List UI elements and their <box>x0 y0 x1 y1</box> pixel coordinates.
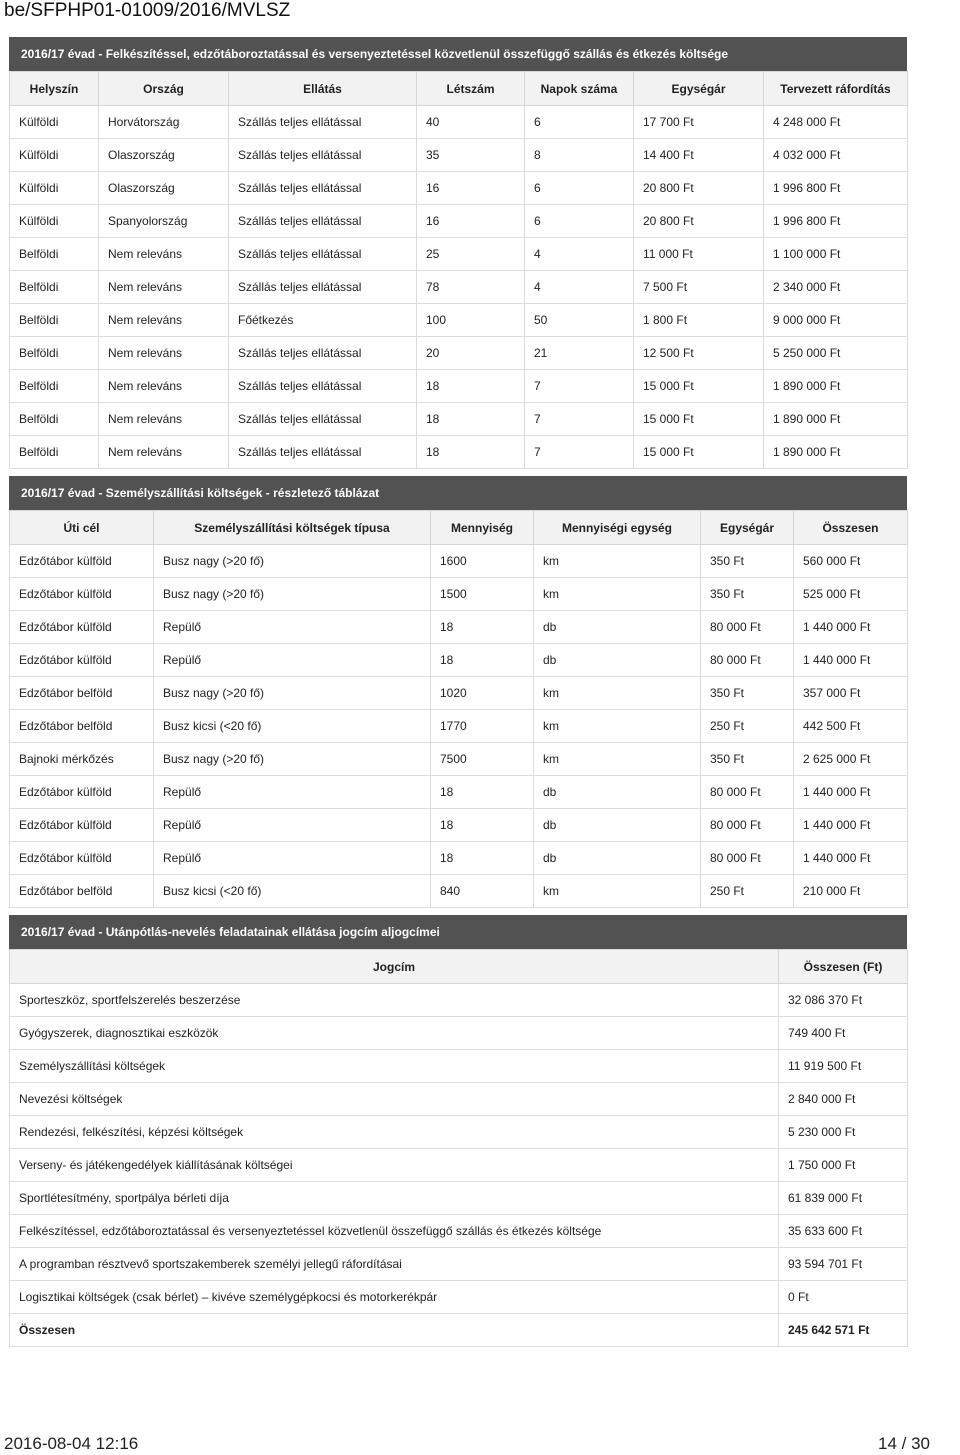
column-header: Létszám <box>417 72 525 106</box>
transport-table <box>9 510 908 908</box>
table-cell: 18 <box>431 809 534 842</box>
table-cell: km <box>534 743 701 776</box>
accommodation-table <box>9 71 908 469</box>
table-cell: 840 <box>431 875 534 908</box>
table-cell: 525 000 Ft <box>794 578 908 611</box>
table-cell: 35 <box>417 139 525 172</box>
table-cell: 1 440 000 Ft <box>794 644 908 677</box>
table-cell: 5 230 000 Ft <box>779 1116 908 1149</box>
table-cell: 1 996 800 Ft <box>764 172 908 205</box>
summary-section <box>9 915 907 1347</box>
table-row <box>10 139 908 172</box>
table-cell: 20 800 Ft <box>634 172 764 205</box>
table-cell: 18 <box>417 436 525 469</box>
table-cell: Főétkezés <box>229 304 417 337</box>
table-cell: 350 Ft <box>701 743 794 776</box>
table-cell: Olaszország <box>99 172 229 205</box>
table-cell: 11 919 500 Ft <box>779 1050 908 1083</box>
table-row <box>10 238 908 271</box>
table-cell: Összesen <box>10 1314 779 1347</box>
table-cell: Nem releváns <box>99 337 229 370</box>
table-cell: Külföldi <box>10 205 99 238</box>
table-cell: 1 996 800 Ft <box>764 205 908 238</box>
table-cell: 4 <box>525 271 634 304</box>
table-cell: Busz nagy (>20 fő) <box>154 578 431 611</box>
table-row <box>10 1248 908 1281</box>
table-cell: 442 500 Ft <box>794 710 908 743</box>
table-cell: 15 000 Ft <box>634 436 764 469</box>
table-cell: Szállás teljes ellátással <box>229 436 417 469</box>
table-row <box>10 611 908 644</box>
table-cell: Repülő <box>154 842 431 875</box>
table-cell: Rendezési, felkészítési, képzési költségek <box>10 1116 779 1149</box>
column-header: Egységár <box>634 72 764 106</box>
table-cell: Nem releváns <box>99 271 229 304</box>
table-cell: db <box>534 776 701 809</box>
column-header: Mennyiségi egység <box>534 511 701 545</box>
column-header: Egységár <box>701 511 794 545</box>
table-cell: Belföldi <box>10 370 99 403</box>
table-cell: 0 Ft <box>779 1281 908 1314</box>
table-cell: 1600 <box>431 545 534 578</box>
accommodation-body <box>10 106 908 469</box>
table-cell: 560 000 Ft <box>794 545 908 578</box>
table-cell: 2 340 000 Ft <box>764 271 908 304</box>
table-row <box>10 1215 908 1248</box>
table-row <box>10 644 908 677</box>
table-cell: 21 <box>525 337 634 370</box>
table-cell: 2 625 000 Ft <box>794 743 908 776</box>
table-cell: 32 086 370 Ft <box>779 984 908 1017</box>
table-cell: 7 <box>525 436 634 469</box>
table-cell: 80 000 Ft <box>701 644 794 677</box>
column-header: Helyszín <box>10 72 99 106</box>
table-cell: 1770 <box>431 710 534 743</box>
summary-body <box>10 984 908 1347</box>
summary-header-row <box>10 950 908 984</box>
table-cell: 250 Ft <box>701 710 794 743</box>
transport-header-row <box>10 511 908 545</box>
table-cell: Szállás teljes ellátással <box>229 370 417 403</box>
table-cell: Felkészítéssel, edzőtáboroztatással és versenyeztetéssel közvetlenül összefüggő szállás és étkezés költsége <box>10 1215 779 1248</box>
table-row <box>10 710 908 743</box>
table-row <box>10 1050 908 1083</box>
table-cell: Belföldi <box>10 304 99 337</box>
table-cell: Edzőtábor belföld <box>10 677 154 710</box>
table-cell: Szállás teljes ellátással <box>229 238 417 271</box>
table-cell: Külföldi <box>10 172 99 205</box>
table-row <box>10 578 908 611</box>
table-cell: db <box>534 809 701 842</box>
table-row <box>10 875 908 908</box>
column-header: Ország <box>99 72 229 106</box>
table-cell: 15 000 Ft <box>634 403 764 436</box>
table-row <box>10 403 908 436</box>
transport-section <box>9 476 907 908</box>
table-cell: 2 840 000 Ft <box>779 1083 908 1116</box>
table-cell: Szállás teljes ellátással <box>229 271 417 304</box>
table-cell: Szállás teljes ellátással <box>229 172 417 205</box>
table-cell: 1 440 000 Ft <box>794 776 908 809</box>
table-cell: 4 032 000 Ft <box>764 139 908 172</box>
table-row <box>10 1083 908 1116</box>
table-cell: Verseny- és játékengedélyek kiállításának költségei <box>10 1149 779 1182</box>
table-row <box>10 436 908 469</box>
table-cell: Nem releváns <box>99 238 229 271</box>
summary-title: 2016/17 évad - Utánpótlás-nevelés feladatainak ellátása jogcím aljogcímei <box>9 915 907 949</box>
table-cell: 18 <box>431 776 534 809</box>
table-cell: 80 000 Ft <box>701 776 794 809</box>
table-cell: Belföldi <box>10 337 99 370</box>
table-cell: 1 890 000 Ft <box>764 370 908 403</box>
table-cell: 1 440 000 Ft <box>794 809 908 842</box>
table-cell: 1 750 000 Ft <box>779 1149 908 1182</box>
table-cell: Edzőtábor külföld <box>10 578 154 611</box>
table-row <box>10 172 908 205</box>
table-cell: km <box>534 545 701 578</box>
table-cell: Nem releváns <box>99 403 229 436</box>
column-header: Ellátás <box>229 72 417 106</box>
column-header: Személyszállítási költségek típusa <box>154 511 431 545</box>
table-cell: 350 Ft <box>701 545 794 578</box>
footer-timestamp: 2016-08-04 12:16 <box>4 1434 139 1453</box>
table-cell: 25 <box>417 238 525 271</box>
table-cell: 35 633 600 Ft <box>779 1215 908 1248</box>
table-cell: 40 <box>417 106 525 139</box>
table-cell: db <box>534 842 701 875</box>
table-cell: 18 <box>417 370 525 403</box>
table-cell: 6 <box>525 106 634 139</box>
table-cell: 350 Ft <box>701 578 794 611</box>
table-cell: Olaszország <box>99 139 229 172</box>
table-cell: 749 400 Ft <box>779 1017 908 1050</box>
table-cell: Szállás teljes ellátással <box>229 139 417 172</box>
table-cell: Spanyolország <box>99 205 229 238</box>
table-cell: 1020 <box>431 677 534 710</box>
table-cell: Sporteszköz, sportfelszerelés beszerzése <box>10 984 779 1017</box>
table-cell: A programban résztvevő sportszakemberek személyi jellegű ráfordításai <box>10 1248 779 1281</box>
table-cell: 100 <box>417 304 525 337</box>
table-cell: Sportlétesítmény, sportpálya bérleti díja <box>10 1182 779 1215</box>
table-cell: 20 <box>417 337 525 370</box>
table-cell: Busz nagy (>20 fő) <box>154 545 431 578</box>
table-cell: 1 440 000 Ft <box>794 611 908 644</box>
accommodation-section <box>9 37 907 469</box>
document-id: be/SFPHP01-01009/2016/MVLSZ <box>4 0 291 21</box>
table-cell: Szállás teljes ellátással <box>229 106 417 139</box>
table-cell: 1500 <box>431 578 534 611</box>
table-cell: 5 250 000 Ft <box>764 337 908 370</box>
table-cell: km <box>534 578 701 611</box>
table-row <box>10 809 908 842</box>
summary-table <box>9 949 908 1347</box>
table-cell: 6 <box>525 205 634 238</box>
table-row <box>10 106 908 139</box>
table-cell: 210 000 Ft <box>794 875 908 908</box>
table-cell: Edzőtábor külföld <box>10 644 154 677</box>
table-cell: Nem releváns <box>99 436 229 469</box>
table-row <box>10 984 908 1017</box>
table-row <box>10 1314 908 1347</box>
table-cell: 20 800 Ft <box>634 205 764 238</box>
table-cell: Busz kicsi (<20 fő) <box>154 710 431 743</box>
table-cell: Belföldi <box>10 271 99 304</box>
table-cell: Repülő <box>154 644 431 677</box>
table-cell: 16 <box>417 205 525 238</box>
table-cell: km <box>534 710 701 743</box>
table-cell: 1 890 000 Ft <box>764 403 908 436</box>
table-row <box>10 1116 908 1149</box>
column-header: Tervezett ráfordítás <box>764 72 908 106</box>
table-row <box>10 677 908 710</box>
table-cell: 80 000 Ft <box>701 611 794 644</box>
table-cell: 15 000 Ft <box>634 370 764 403</box>
table-cell: 12 500 Ft <box>634 337 764 370</box>
table-cell: 245 642 571 Ft <box>779 1314 908 1347</box>
table-cell: db <box>534 644 701 677</box>
table-row <box>10 370 908 403</box>
column-header: Összesen <box>794 511 908 545</box>
table-cell: Szállás teljes ellátással <box>229 403 417 436</box>
column-header: Úti cél <box>10 511 154 545</box>
column-header: Napok száma <box>525 72 634 106</box>
table-cell: 18 <box>431 842 534 875</box>
table-cell: Belföldi <box>10 436 99 469</box>
table-cell: Nem releváns <box>99 304 229 337</box>
table-cell: Edzőtábor belföld <box>10 710 154 743</box>
table-cell: Belföldi <box>10 403 99 436</box>
table-cell: 18 <box>417 403 525 436</box>
table-cell: 1 800 Ft <box>634 304 764 337</box>
table-cell: Belföldi <box>10 238 99 271</box>
table-row <box>10 1182 908 1215</box>
table-cell: 7500 <box>431 743 534 776</box>
table-cell: 16 <box>417 172 525 205</box>
table-cell: Nevezési költségek <box>10 1083 779 1116</box>
column-header: Mennyiség <box>431 511 534 545</box>
table-cell: 61 839 000 Ft <box>779 1182 908 1215</box>
table-row <box>10 743 908 776</box>
table-cell: Gyógyszerek, diagnosztikai eszközök <box>10 1017 779 1050</box>
table-row <box>10 205 908 238</box>
accommodation-header-row <box>10 72 908 106</box>
table-cell: Szállás teljes ellátással <box>229 205 417 238</box>
table-cell: Repülő <box>154 776 431 809</box>
table-cell: 9 000 000 Ft <box>764 304 908 337</box>
accommodation-title: 2016/17 évad - Felkészítéssel, edzőtáboroztatással és versenyeztetéssel közvetlenül összefüggő szállás és étkezés költsége <box>9 37 907 71</box>
table-cell: 250 Ft <box>701 875 794 908</box>
column-header: Jogcím <box>10 950 779 984</box>
table-cell: 50 <box>525 304 634 337</box>
table-cell: Busz kicsi (<20 fő) <box>154 875 431 908</box>
table-row <box>10 271 908 304</box>
table-row <box>10 1017 908 1050</box>
table-cell: Edzőtábor belföld <box>10 875 154 908</box>
table-cell: db <box>534 611 701 644</box>
column-header: Összesen (Ft) <box>779 950 908 984</box>
table-cell: Külföldi <box>10 139 99 172</box>
transport-body <box>10 545 908 908</box>
table-cell: 80 000 Ft <box>701 809 794 842</box>
table-cell: Edzőtábor külföld <box>10 611 154 644</box>
table-row <box>10 776 908 809</box>
table-cell: 4 <box>525 238 634 271</box>
table-cell: Személyszállítási költségek <box>10 1050 779 1083</box>
table-cell: Edzőtábor külföld <box>10 776 154 809</box>
table-cell: 4 248 000 Ft <box>764 106 908 139</box>
table-cell: Edzőtábor külföld <box>10 809 154 842</box>
transport-title: 2016/17 évad - Személyszállítási költségek - részletező táblázat <box>9 476 907 510</box>
table-cell: 93 594 701 Ft <box>779 1248 908 1281</box>
table-cell: 80 000 Ft <box>701 842 794 875</box>
table-cell: 14 400 Ft <box>634 139 764 172</box>
table-row <box>10 545 908 578</box>
table-cell: 357 000 Ft <box>794 677 908 710</box>
table-cell: Nem releváns <box>99 370 229 403</box>
table-cell: 1 100 000 Ft <box>764 238 908 271</box>
table-cell: Busz nagy (>20 fő) <box>154 677 431 710</box>
table-cell: 7 500 Ft <box>634 271 764 304</box>
table-row <box>10 842 908 875</box>
table-cell: Logisztikai költségek (csak bérlet) – kivéve személygépkocsi és motorkerékpár <box>10 1281 779 1314</box>
table-cell: 18 <box>431 644 534 677</box>
table-cell: Busz nagy (>20 fő) <box>154 743 431 776</box>
table-cell: Külföldi <box>10 106 99 139</box>
footer-page-number: 14 / 30 <box>878 1434 930 1453</box>
table-row <box>10 1149 908 1182</box>
table-cell: 350 Ft <box>701 677 794 710</box>
table-cell: Repülő <box>154 809 431 842</box>
table-cell: Szállás teljes ellátással <box>229 337 417 370</box>
table-cell: Repülő <box>154 611 431 644</box>
table-row <box>10 1281 908 1314</box>
table-cell: 78 <box>417 271 525 304</box>
table-cell: 8 <box>525 139 634 172</box>
table-cell: 7 <box>525 370 634 403</box>
table-cell: Edzőtábor külföld <box>10 842 154 875</box>
table-cell: 11 000 Ft <box>634 238 764 271</box>
table-cell: km <box>534 875 701 908</box>
table-cell: 7 <box>525 403 634 436</box>
table-row <box>10 337 908 370</box>
table-cell: Horvátország <box>99 106 229 139</box>
table-cell: 1 890 000 Ft <box>764 436 908 469</box>
table-cell: Bajnoki mérkőzés <box>10 743 154 776</box>
table-cell: 6 <box>525 172 634 205</box>
table-cell: 17 700 Ft <box>634 106 764 139</box>
table-cell: 18 <box>431 611 534 644</box>
table-cell: km <box>534 677 701 710</box>
table-cell: 1 440 000 Ft <box>794 842 908 875</box>
table-cell: Edzőtábor külföld <box>10 545 154 578</box>
table-row <box>10 304 908 337</box>
